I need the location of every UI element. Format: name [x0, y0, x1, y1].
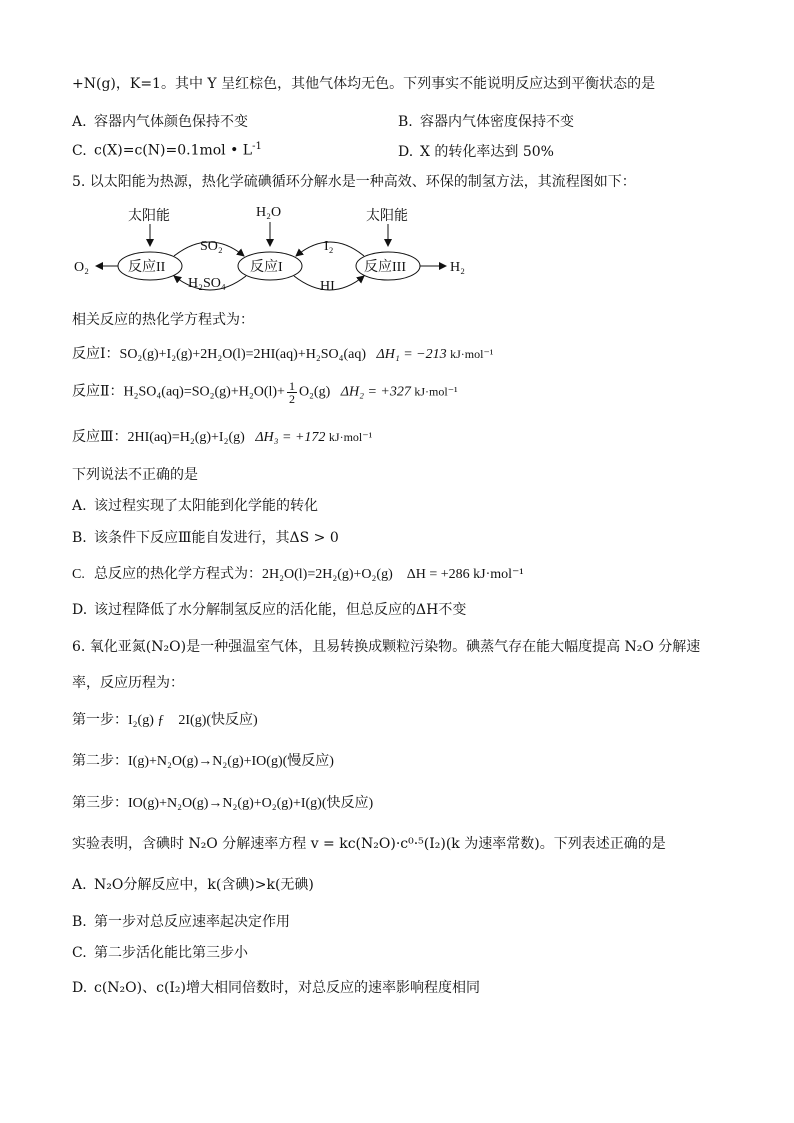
- o2-label: O₂: [74, 260, 89, 275]
- q6-stem-line-2: 率，反应历程为：: [72, 675, 184, 691]
- q6-experiment: 实验表明，含碘时 N₂O 分解速率方程 v = kc(N₂O)·c⁰·⁵(I₂)(k 为速率常数)。下列表述正确的是: [72, 836, 666, 852]
- q5-eq-intro: 相关反应的热化学方程式为：: [72, 312, 254, 328]
- q6-step-2: 第二步：I(g)+N₂O(g)→N₂(g)+IO(g)(慢反应): [72, 754, 334, 769]
- q6-option-b[interactable]: B. 第一步对总反应速率起决定作用: [72, 914, 290, 930]
- q6-stem-line-1: 6. 氧化亚氮(N₂O)是一种强温室气体，且易转换成颗粒污染物。碘蒸气存在能大幅度提高 N₂O 分解速: [72, 639, 701, 655]
- h2so4-label: H₂SO₄: [188, 276, 226, 291]
- q5-option-c[interactable]: C. 总反应的热化学方程式为：2H₂O(l)=2H₂(g)+O₂(g) ΔH = +286 kJ·mol⁻¹: [72, 567, 524, 582]
- q5-option-d[interactable]: D. 该过程降低了水分解制氢反应的活化能，但总反应的ΔH不变: [72, 602, 467, 618]
- i2-label: I₂: [324, 239, 334, 254]
- reaction-3-label: 反应III: [364, 260, 406, 275]
- q6-option-a[interactable]: A. N₂O分解反应中，k(含碘)>k(无碘): [72, 877, 314, 893]
- q4-option-d[interactable]: D. X 的转化率达到 50%: [398, 144, 554, 160]
- q5-ask: 下列说法不正确的是: [72, 467, 198, 483]
- water-label: H₂O: [256, 205, 282, 220]
- sun-label-2: 太阳能: [366, 209, 408, 224]
- flow-diagram: [70, 200, 490, 300]
- hi-label: HI: [320, 279, 335, 294]
- q4-option-b[interactable]: B. 容器内气体密度保持不变: [398, 114, 574, 130]
- q6-option-d[interactable]: D. c(N₂O)、c(I₂)增大相同倍数时，对总反应的速率影响程度相同: [72, 980, 481, 996]
- half-fraction: $\frac{1}{2}$: [288, 379, 295, 406]
- q6-step-1: 第一步：I₂(g) ƒ 2I(g)(快反应): [72, 713, 258, 728]
- so2-label: SO₂: [200, 239, 223, 254]
- q6-step-3: 第三步：IO(g)+N₂O(g)→N₂(g)+O₂(g)+I(g)(快反应): [72, 796, 374, 811]
- q5-reaction-3: 反应Ⅲ：2HI(aq)=H₂(g)+I₂(g) ΔH₃ = +172 kJ·mol⁻¹: [72, 430, 373, 445]
- q4-option-a[interactable]: A. 容器内气体颜色保持不变: [72, 114, 248, 130]
- q5-option-a[interactable]: A. 该过程实现了太阳能到化学能的转化: [72, 498, 318, 514]
- q4-stem-tail: +N(g)，K=1。其中 Y 呈红棕色，其他气体均无色。下列事实不能说明反应达到平衡状态的是: [72, 76, 656, 92]
- q5-reaction-1: 反应Ⅰ：SO₂(g)+I₂(g)+2H₂O(l)=2HI(aq)+H₂SO₄(aq) ΔH₁ = −213 kJ·mol⁻¹: [72, 347, 494, 362]
- sun-label-1: 太阳能: [128, 209, 170, 224]
- q5-reaction-2: 反应Ⅱ：H₂SO₄(aq)=SO₂(g)+H₂O(l)+ $\frac{1}{2}$ O₂(g) ΔH₂ = +327 kJ·mol⁻¹: [72, 379, 458, 406]
- q5-option-b[interactable]: B. 该条件下反应Ⅲ能自发进行，其ΔS > 0: [72, 530, 339, 546]
- q5-stem: 5. 以太阳能为热源，热化学硫碘循环分解水是一种高效、环保的制氢方法，其流程图如下：: [72, 174, 636, 190]
- q6-option-c[interactable]: C. 第二步活化能比第三步小: [72, 945, 248, 961]
- q4-option-c[interactable]: C. c(X)=c(N)=0.1mol • $L^{-1}$: [72, 141, 262, 159]
- h2-label: H₂: [450, 260, 465, 275]
- reaction-1-label: 反应I: [250, 260, 283, 275]
- reaction-2-label: 反应II: [128, 260, 166, 275]
